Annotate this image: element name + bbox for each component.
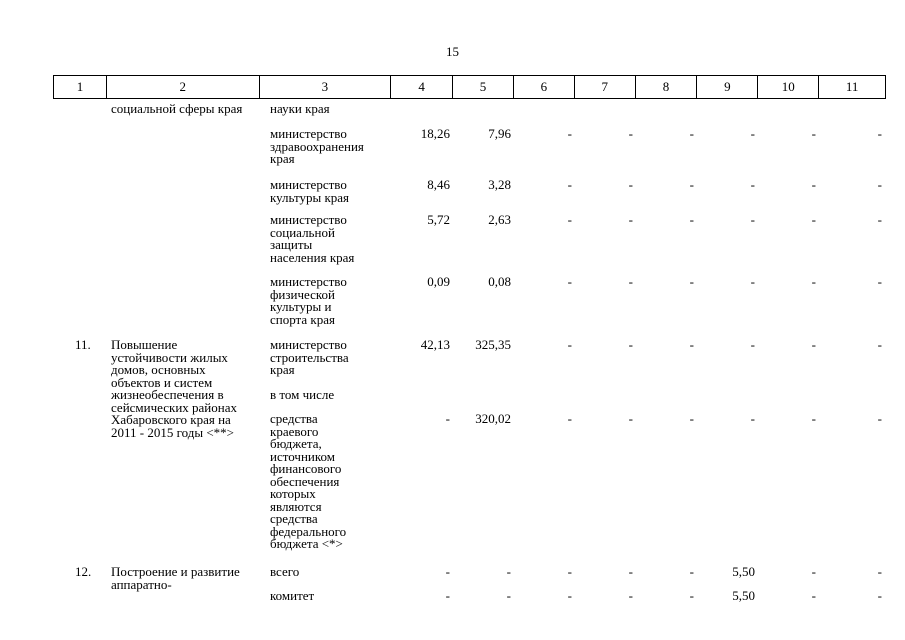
value-col-6: -: [567, 337, 572, 352]
value-col-9: 5,50: [732, 588, 755, 603]
row-executor: министерство строительства края: [270, 337, 349, 377]
header-col-7: 7: [575, 76, 636, 98]
value-col-6: -: [567, 564, 572, 579]
header-col-11: 11: [845, 79, 859, 94]
header-col-1: 1: [54, 76, 107, 98]
value-col-8: -: [689, 212, 694, 227]
value-col-10: -: [811, 274, 816, 289]
value-col-11: -: [877, 212, 882, 227]
value-col-11: -: [877, 274, 882, 289]
value-col-7: -: [628, 212, 633, 227]
value-col-9: -: [750, 274, 755, 289]
value-col-7: -: [628, 564, 633, 579]
header-col-6: 6: [514, 76, 575, 98]
value-col-10: -: [811, 337, 816, 352]
header-col-5: 5: [453, 76, 514, 98]
header-col-2: 2: [107, 76, 260, 98]
value-col-8: -: [689, 564, 694, 579]
value-col-4: 42,13: [420, 337, 450, 352]
row-number: 12.: [75, 564, 92, 579]
value-col-8: -: [689, 126, 694, 141]
value-col-7: -: [628, 274, 633, 289]
row-executor: министерство культуры края: [270, 177, 350, 205]
value-col-8: -: [689, 588, 694, 603]
row-executor: науки края: [270, 101, 330, 116]
value-col-9: -: [750, 212, 755, 227]
value-col-4: 18,26: [420, 126, 450, 141]
row-name: Построение и развитие аппаратно-: [111, 564, 240, 592]
value-col-9: -: [750, 177, 755, 192]
value-col-4: 5,72: [427, 212, 450, 227]
header-col-4: 4: [391, 76, 453, 98]
value-col-9: 5,50: [732, 564, 755, 579]
row-executor: средства краевого бюджета, источником финансового обеспечения которых являются средства федерального бюджета <*>: [270, 411, 347, 551]
value-col-5: 320,02: [475, 411, 511, 426]
header-col-3: 3: [260, 76, 392, 98]
value-col-6: -: [567, 588, 572, 603]
value-col-6: -: [567, 177, 572, 192]
value-col-7: -: [628, 177, 633, 192]
value-col-11: -: [877, 588, 882, 603]
value-col-10: -: [811, 588, 816, 603]
value-col-5: 7,96: [488, 126, 511, 141]
value-col-10: -: [811, 564, 816, 579]
value-col-4: -: [445, 564, 450, 579]
header-col-9: 9: [697, 76, 758, 98]
value-col-7: -: [628, 337, 633, 352]
header-col-10: 10: [758, 76, 819, 98]
value-col-6: -: [567, 212, 572, 227]
row-number: 11.: [75, 337, 91, 352]
value-col-6: -: [567, 411, 572, 426]
value-col-5: 0,08: [488, 274, 511, 289]
table-header: [53, 75, 886, 99]
row-name: социальной сферы края: [111, 101, 243, 116]
value-col-11: -: [877, 564, 882, 579]
value-col-11: -: [877, 337, 882, 352]
value-col-7: -: [628, 411, 633, 426]
value-col-4: 8,46: [427, 177, 450, 192]
value-col-9: -: [750, 126, 755, 141]
value-col-5: 325,35: [475, 337, 511, 352]
value-col-4: -: [445, 411, 450, 426]
header-col-8: 8: [636, 76, 698, 98]
value-col-5: 3,28: [488, 177, 511, 192]
value-col-5: -: [506, 564, 511, 579]
value-col-8: -: [689, 411, 694, 426]
value-col-4: 0,09: [427, 274, 450, 289]
row-executor: министерство социальной защиты населения края: [270, 212, 355, 265]
row-executor: министерство физической культуры и спорта края: [270, 274, 347, 327]
value-col-7: -: [628, 588, 633, 603]
row-executor: комитет: [270, 588, 315, 603]
value-col-8: -: [689, 177, 694, 192]
value-col-10: -: [811, 411, 816, 426]
value-col-6: -: [567, 126, 572, 141]
value-col-9: -: [750, 337, 755, 352]
value-col-11: -: [877, 411, 882, 426]
value-col-11: -: [877, 177, 882, 192]
value-col-11: -: [877, 126, 882, 141]
value-col-9: -: [750, 411, 755, 426]
value-col-8: -: [689, 337, 694, 352]
value-col-10: -: [811, 177, 816, 192]
value-col-4: -: [445, 588, 450, 603]
row-executor: всего: [270, 564, 300, 579]
value-col-10: -: [811, 212, 816, 227]
value-col-5: -: [506, 588, 511, 603]
value-col-7: -: [628, 126, 633, 141]
row-executor: министерство здравоохранения края: [270, 126, 364, 166]
value-col-5: 2,63: [488, 212, 511, 227]
row-executor: в том числе: [270, 387, 335, 402]
row-name: Повышение устойчивости жилых домов, основных объектов и систем жизнеобеспечения в сейсмических районах Хабаровского края на 2011 - 2015 годы <**>: [111, 337, 237, 440]
value-col-8: -: [689, 274, 694, 289]
value-col-10: -: [811, 126, 816, 141]
value-col-6: -: [567, 274, 572, 289]
page-number: 15: [446, 44, 459, 59]
